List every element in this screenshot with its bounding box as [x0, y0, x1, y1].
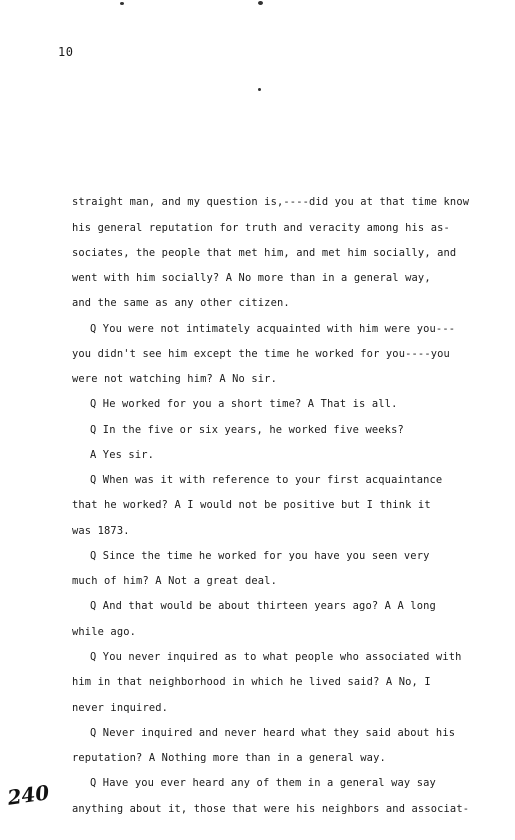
text-line: his general reputation for truth and veracity among his as-: [72, 222, 450, 234]
ink-speck: [258, 1, 263, 5]
text-line: Q Never inquired and never heard what they said about his: [90, 727, 456, 739]
text-line: while ago.: [72, 626, 137, 638]
text-line: straight man, and my question is,----did you at that time know: [72, 196, 470, 208]
text-line: Q He worked for you a short time? A That is all.: [90, 398, 398, 410]
text-line: much of him? A Not a great deal.: [72, 575, 277, 587]
text-line: reputation? A Nothing more than in a general way.: [72, 752, 386, 764]
text-line: A Yes sir.: [90, 449, 155, 461]
text-line: him in that neighborhood in which he lived said? A No, I: [72, 676, 431, 688]
ink-speck: [120, 2, 124, 5]
text-line: Q You never inquired as to what people who associated with: [90, 651, 462, 663]
text-line: Q Since the time he worked for you have you seen very: [90, 550, 430, 562]
text-line: never inquired.: [72, 702, 169, 714]
handwritten-margin-note: 240: [6, 780, 51, 810]
text-line: went with him socially? A No more than in a general way,: [72, 272, 431, 284]
text-line: Q Have you ever heard any of them in a general way say: [90, 777, 436, 789]
text-line: Q You were not intimately acquainted with him were you---: [90, 323, 456, 335]
ink-speck: [258, 88, 261, 91]
text-line: Q And that would be about thirteen years ago? A A long: [90, 600, 436, 612]
text-line: sociates, the people that met him, and met him socially, and: [72, 247, 457, 259]
text-line: and the same as any other citizen.: [72, 297, 290, 309]
text-line: Q When was it with reference to your first acquaintance: [90, 474, 443, 486]
text-line: you didn't see him except the time he worked for you----you: [72, 348, 450, 360]
text-line: were not watching him? A No sir.: [72, 373, 277, 385]
text-line: was 1873.: [72, 525, 130, 537]
text-line: anything about it, those that were his neighbors and associat-: [72, 803, 470, 815]
text-line: that he worked? A I would not be positive but I think it: [72, 499, 431, 511]
page-number: 10: [58, 45, 74, 59]
text-line: Q In the five or six years, he worked five weeks?: [90, 424, 404, 436]
